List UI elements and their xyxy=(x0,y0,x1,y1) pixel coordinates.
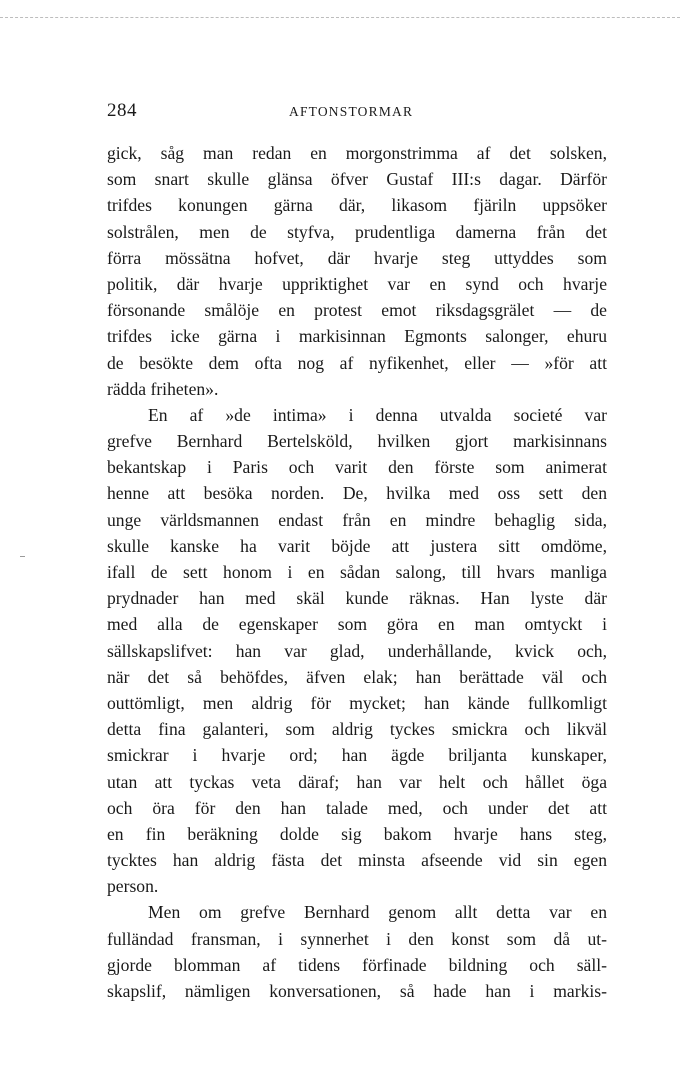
text-line: smickrar i hvarje ord; han ägde briljanta kunskaper, xyxy=(107,745,607,766)
text-line: person. xyxy=(107,876,159,897)
text-line: sällskapslifvet: han var glad, underhållande, kvick och, xyxy=(107,640,607,661)
text-line: outtömligt, men aldrig för mycket; han kände fullkomligt xyxy=(107,692,607,713)
text-line: de besökte dem ofta nog af nyfikenhet, eller — »för att xyxy=(107,352,607,373)
text-line: trifdes icke gärna i markisinnan Egmonts salonger, ehuru xyxy=(107,326,607,347)
text-line: utan att tyckas veta däraf; han var helt och hållet öga xyxy=(107,771,607,792)
text-line: och öra för den han talade med, och under det att xyxy=(107,797,607,818)
text-line: politik, där hvarje uppriktighet var en synd och hvarje xyxy=(107,273,607,294)
text-line: prydnader han med skäl kunde räknas. Han lyste där xyxy=(107,588,607,609)
text-line: unge världsmannen endast från en mindre behaglig sida, xyxy=(107,509,607,530)
body-text xyxy=(107,140,607,1004)
text-line: rädda friheten». xyxy=(107,378,219,399)
margin-mark xyxy=(20,556,25,557)
text-line: en fin beräkning dolde sig bakom hvarje hans steg, xyxy=(107,823,607,844)
text-line: förra mössätna hofvet, där hvarje steg uttyddes som xyxy=(107,247,607,268)
text-line: bekantskap i Paris och varit den förste som animerat xyxy=(107,457,607,478)
top-edge-rule xyxy=(0,17,680,18)
text-line: försonande smålöje en protest emot riksdagsgrälet — de xyxy=(107,300,607,321)
text-line: detta fina galanteri, som aldrig tyckes smickra och likväl xyxy=(107,719,607,740)
text-line: med alla de egenskaper som göra en man omtyckt i xyxy=(107,614,607,635)
text-line: gjorde blomman af tidens förfinade bildning och säll- xyxy=(107,954,607,975)
text-line: skapslif, nämligen konversationen, så hade han i markis- xyxy=(107,981,607,1001)
running-head: AFTONSTORMAR xyxy=(289,104,414,119)
text-line: när det så behöfdes, äfven elak; han berättade väl och xyxy=(107,666,607,687)
text-line: som snart skulle glänsa öfver Gustaf III:s dagar. Därför xyxy=(107,169,607,190)
text-line: tycktes han aldrig fästa det minsta afseende vid sin egen xyxy=(107,850,607,871)
page-header xyxy=(107,100,607,124)
text-line: gick, såg man redan en morgonstrimma af det solsken, xyxy=(107,143,607,163)
text-line: solstrålen, men de styfva, prudentliga damerna från det xyxy=(107,221,607,242)
text-line: trifdes konungen gärna där, likasom fjäriln uppsöker xyxy=(107,195,607,216)
text-line: grefve Bernhard Bertelsköld, hvilken gjort markisinnans xyxy=(107,431,607,452)
paragraph-start-line: Men om grefve Bernhard genom allt detta var en xyxy=(148,902,607,923)
text-line: skulle kanske ha varit böjde att justera sitt omdöme, xyxy=(107,535,607,556)
text-line: henne att besöka norden. De, hvilka med oss sett den xyxy=(107,483,607,504)
text-line: ifall de sett honom i en sådan salong, till hvars manliga xyxy=(107,562,607,582)
page-number: 284 xyxy=(107,100,137,121)
paragraph-start-line: En af »de intima» i denna utvalda societé var xyxy=(148,404,607,425)
text-line: fulländad fransman, i synnerhet i den konst som då ut- xyxy=(107,928,607,949)
